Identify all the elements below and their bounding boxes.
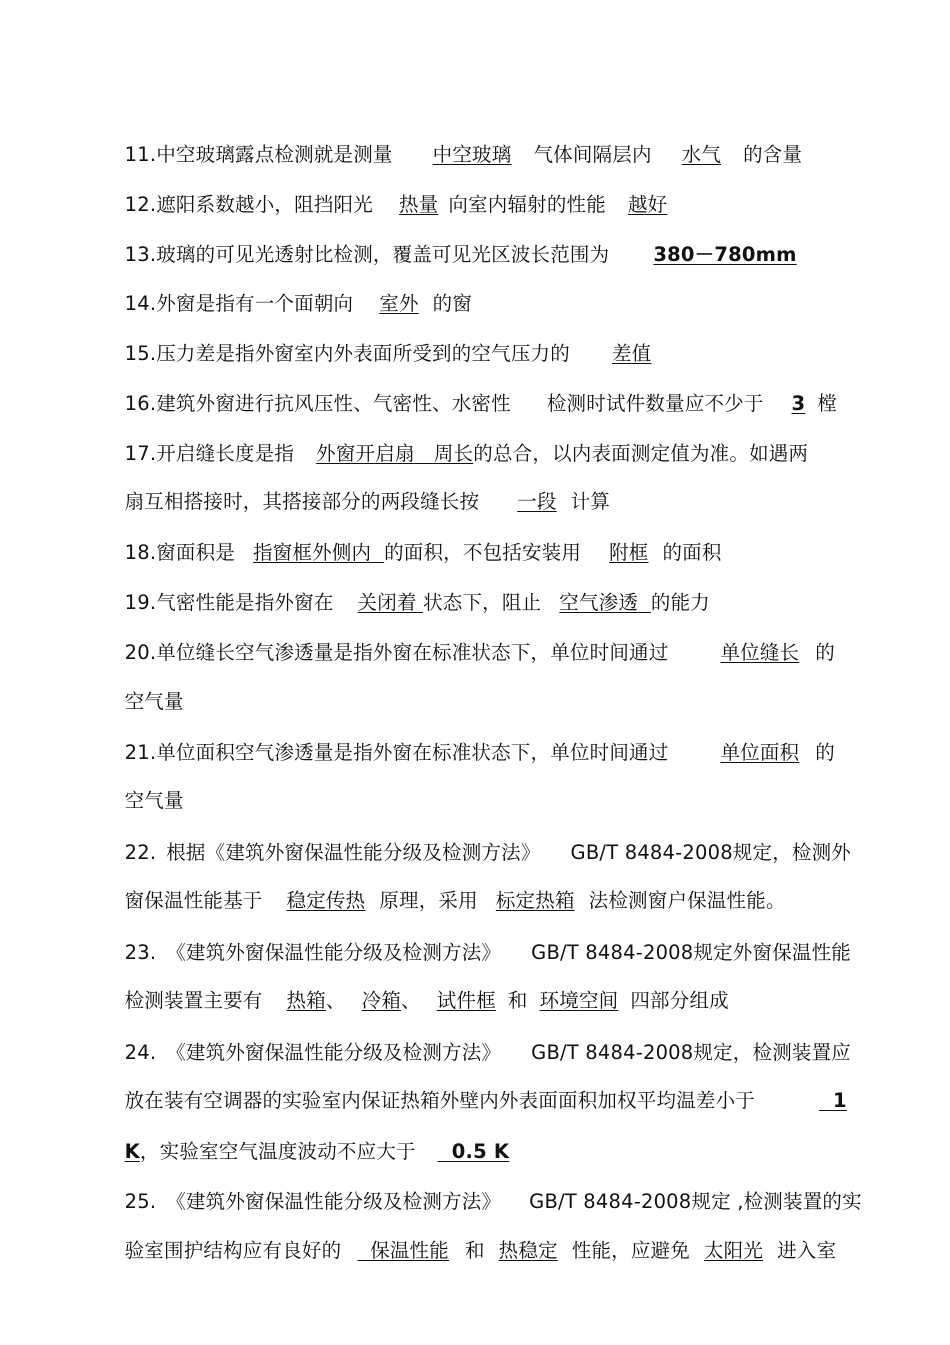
question-11: 11.中空玻璃露点检测就是测量 中空玻璃 气体间隔层内 水气 的含量 bbox=[124, 143, 803, 166]
question-number: 22. bbox=[124, 841, 157, 864]
answer-blank: 太阳光 bbox=[703, 1239, 764, 1262]
answer-blank: 热箱 bbox=[286, 989, 326, 1012]
answer-blank: 关闭着 bbox=[357, 591, 417, 614]
question-number: 20. bbox=[124, 641, 157, 664]
answer-blank: 稳定传热 bbox=[286, 889, 366, 912]
answer-blank: 热量 bbox=[398, 193, 439, 216]
answer-blank: 空气渗透 bbox=[559, 591, 639, 614]
question-14: 14.外窗是指有一个面朝向 室外 的窗 bbox=[124, 292, 473, 315]
answer-blank bbox=[819, 1089, 833, 1112]
question-16: 16.建筑外窗进行抗风压性、气密性、水密性 检测时试件数量应不少于 3 樘 bbox=[124, 392, 838, 415]
question-15: 15.压力差是指外窗室内外表面所受到的空气压力的 差值 bbox=[124, 342, 652, 365]
question-number: 18. bbox=[124, 541, 157, 564]
question-23-continued: 检测装置主要有 热箱、 冷箱、 试件框 和 环境空间 四部分组成 bbox=[124, 989, 729, 1012]
question-number: 13. bbox=[124, 243, 157, 266]
answer-blank: 热稳定 bbox=[498, 1239, 558, 1262]
question-25: 25. 《建筑外窗保温性能分级及检测方法》 GB/T 8484-2008规定 ,检测装置的实 bbox=[124, 1190, 862, 1213]
question-17: 17.开启缝长度是指 外窗开启扇 周长的总合，以内表面测定值为准。如遇两 bbox=[124, 442, 809, 465]
question-number: 24. bbox=[124, 1041, 157, 1064]
question-number: 15. bbox=[124, 342, 157, 365]
answer-blank: 单位缝长 bbox=[720, 641, 800, 664]
answer-blank: 附框 bbox=[609, 541, 649, 564]
answer-blank: 越好 bbox=[627, 193, 668, 216]
answer-blank: 标定热箱 bbox=[495, 889, 575, 912]
answer-blank: 外窗开启扇 bbox=[316, 442, 415, 465]
answer-blank: 指窗框外侧内 bbox=[253, 541, 372, 564]
answer-blank: 1 bbox=[833, 1089, 847, 1112]
answer-blank: 环境空间 bbox=[539, 989, 619, 1012]
answer-blank: 室外 bbox=[379, 292, 419, 315]
answer-blank: 380－780mm bbox=[653, 243, 797, 266]
answer-blank: 试件框 bbox=[436, 989, 496, 1012]
answer-blank: 单位面积 bbox=[720, 741, 800, 764]
answer-blank: K bbox=[124, 1140, 140, 1163]
question-24: 24. 《建筑外窗保温性能分级及检测方法》 GB/T 8484-2008规定，检测装置应 bbox=[124, 1041, 851, 1064]
question-number: 21. bbox=[124, 741, 157, 764]
answer-blank bbox=[438, 1140, 452, 1163]
question-number: 12. bbox=[124, 193, 157, 216]
question-20-continued: 空气量 bbox=[124, 690, 184, 713]
answer-blank: 保温性能 bbox=[370, 1239, 449, 1262]
question-12: 12.遮阳系数越小，阻挡阳光 热量 向室内辐射的性能 越好 bbox=[124, 193, 668, 216]
question-number: 25. bbox=[124, 1190, 157, 1213]
question-number: 14. bbox=[124, 292, 157, 315]
question-22-continued: 窗保温性能基于 稳定传热 原理，采用 标定热箱 法检测窗户保温性能。 bbox=[124, 889, 786, 912]
question-21-continued: 空气量 bbox=[124, 789, 184, 812]
question-number: 11. bbox=[124, 143, 157, 166]
question-20: 20.单位缝长空气渗透量是指外窗在标准状态下，单位时间通过 单位缝长 的 bbox=[124, 641, 835, 664]
answer-blank: 周长 bbox=[433, 442, 474, 465]
answer-blank: 差值 bbox=[611, 342, 652, 365]
question-number: 16. bbox=[124, 392, 157, 415]
question-24-continued: 放在装有空调器的实验室内保证热箱外壁内外表面面积加权平均温差小于 1 bbox=[124, 1089, 847, 1112]
answer-blank: 冷箱 bbox=[361, 989, 402, 1012]
question-number: 23. bbox=[124, 941, 157, 964]
question-number: 17. bbox=[124, 442, 157, 465]
question-19: 19.气密性能是指外窗在 关闭着 状态下，阻止 空气渗透 的能力 bbox=[124, 591, 710, 614]
question-24-continued-2: K，实验室空气温度波动不应大于 0.5 K bbox=[124, 1140, 510, 1163]
question-25-continued: 验室围护结构应有良好的 保温性能 和 热稳定 性能，应避免 太阳光 进入室 bbox=[124, 1239, 837, 1262]
question-23: 23. 《建筑外窗保温性能分级及检测方法》 GB/T 8484-2008规定外窗保温性能 bbox=[124, 941, 851, 964]
question-22: 22. 根据《建筑外窗保温性能分级及检测方法》 GB/T 8484-2008规定，检测外 bbox=[124, 841, 852, 864]
question-17-continued: 扇互相搭接时，其搭接部分的两段缝长按 一段 计算 bbox=[124, 490, 611, 513]
answer-blank: 中空玻璃 bbox=[432, 143, 512, 166]
answer-blank: 一段 bbox=[517, 490, 557, 513]
answer-blank: 0.5 K bbox=[451, 1140, 510, 1163]
answer-blank: 3 bbox=[791, 392, 806, 415]
question-21: 21.单位面积空气渗透量是指外窗在标准状态下，单位时间通过 单位面积 的 bbox=[124, 741, 835, 764]
question-13: 13.玻璃的可见光透射比检测，覆盖可见光区波长范围为 380－780mm bbox=[124, 243, 797, 266]
question-number: 19. bbox=[124, 591, 157, 614]
answer-blank: 水气 bbox=[681, 143, 722, 166]
question-18: 18.窗面积是 指窗框外侧内 的面积，不包括安装用 附框 的面积 bbox=[124, 541, 722, 564]
